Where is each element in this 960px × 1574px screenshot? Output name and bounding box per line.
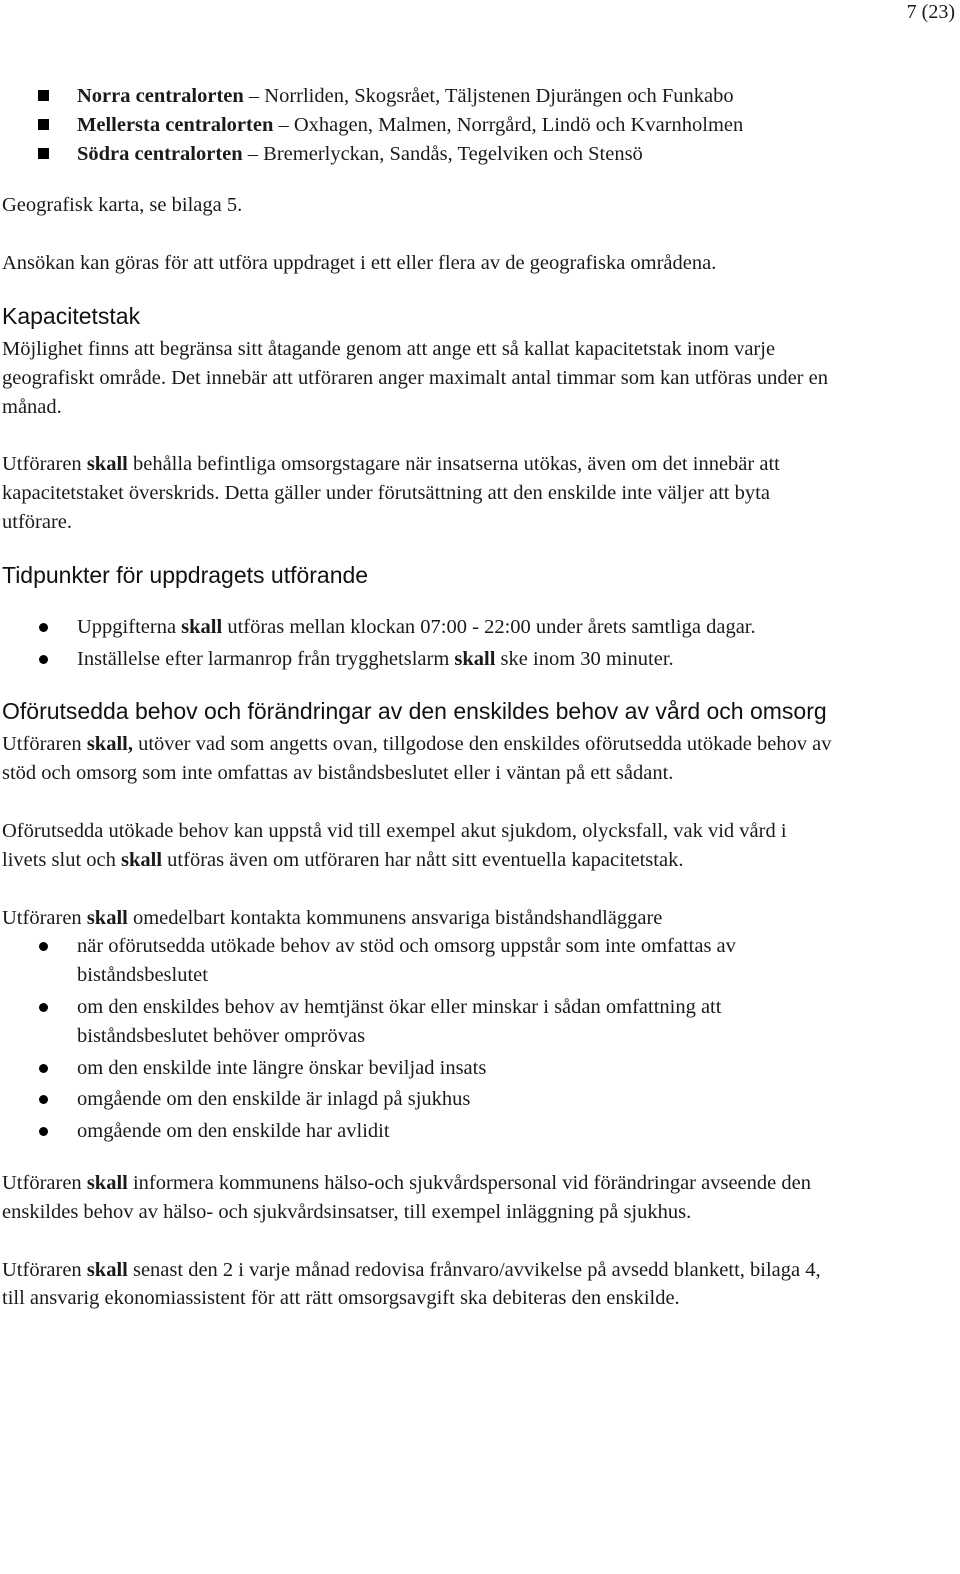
capacity-paragraph: Utföraren skall behålla befintliga omsorgstagare när insatserna utökas, även om det innebär att kapacitetstaket överskrids. Detta gäller under förutsättning att den enskilde inte väljer att byta utförare. — [2, 453, 780, 533]
application-note: Ansökan kan göras för att utföra uppdraget i ett eller flera av de geografiska områdena. — [2, 252, 717, 275]
document-body — [2, 82, 832, 1313]
capacity-paragraph: Möjlighet finns att begränsa sitt åtagande genom att ange ett så kallat kapacitetstak inom varje geografiskt område. Det innebär att utföraren anger maximalt antal timmar som kan utföras under en månad. — [2, 337, 828, 418]
unforeseen-paragraph: Utföraren skall informera kommunens hälso-och sjukvårdspersonal vid förändringar avseende den enskildes behov av hälso- och sjukvårdsinsatser, till exempel inläggning på sjukhus. — [2, 1171, 811, 1223]
contact-intro: Utföraren skall omedelbart kontakta kommunens ansvariga biståndshandläggare — [2, 906, 663, 929]
list-item: Uppgifterna skall utföras mellan klockan 07:00 - 22:00 under årets samtliga dagar. — [2, 613, 832, 642]
list-item: om den enskilde inte längre önskar beviljad insats — [2, 1054, 832, 1083]
list-item — [2, 82, 832, 111]
unforeseen-heading: Oförutsedda behov och förändringar av den enskildes behov av vård och omsorg — [2, 698, 827, 725]
page-number: 7 (23) — [906, 1, 955, 23]
unforeseen-paragraph: Oförutsedda utökade behov kan uppstå vid till exempel akut sjukdom, olycksfall, vak vid vård i livets slut och skall utföras även om utföraren har nått sitt eventuella kapacitetstak. — [2, 819, 787, 871]
map-note: Geografisk karta, se bilaga 5. — [2, 194, 243, 217]
unforeseen-paragraph: Utföraren skall, utöver vad som angetts ovan, tillgodose den enskildes oförutsedda utökade behov av stöd och omsorg som inte omfattas av biståndsbeslutet eller i väntan på ett sådant. — [2, 733, 832, 785]
list-item — [2, 111, 832, 140]
timing-heading: Tidpunkter för uppdragets utförande — [2, 561, 369, 588]
list-item: omgående om den enskilde är inlagd på sjukhus — [2, 1085, 832, 1114]
timing-list — [2, 613, 832, 674]
area-districts: – Norrliden, Skogsrået, Täljstenen Djurängen och Funkabo — [243, 85, 734, 107]
area-name: Södra centralorten — [77, 142, 243, 165]
area-districts: – Oxhagen, Malmen, Norrgård, Lindö och Kvarnholmen — [273, 113, 744, 136]
area-name: Mellersta centralorten — [77, 113, 274, 136]
list-item: omgående om den enskilde har avlidit — [2, 1117, 832, 1146]
area-districts: – Bremerlyckan, Sandås, Tegelviken och Stensö — [242, 142, 643, 165]
list-item: när oförutsedda utökade behov av stöd och omsorg uppstår som inte omfattas av biståndsbeslutet — [2, 932, 832, 990]
area-name: Norra centralorten — [77, 85, 244, 107]
area-list — [2, 82, 832, 168]
list-item: om den enskildes behov av hemtjänst ökar eller minskar i sådan omfattning att biståndsbeslutet behöver omprövas — [2, 993, 832, 1051]
capacity-heading: Kapacitetstak — [2, 302, 141, 329]
unforeseen-paragraph: Utföraren skall senast den 2 i varje månad redovisa frånvaro/avvikelse på avsedd blankett, bilaga 4, till ansvarig ekonomiassistent för att rätt omsorgsavgift ska debiteras den enskilde. — [2, 1258, 821, 1310]
contact-list — [2, 932, 832, 1146]
list-item: Inställelse efter larmanrop från trygghetslarm skall ske inom 30 minuter. — [2, 645, 832, 674]
list-item — [2, 140, 832, 169]
